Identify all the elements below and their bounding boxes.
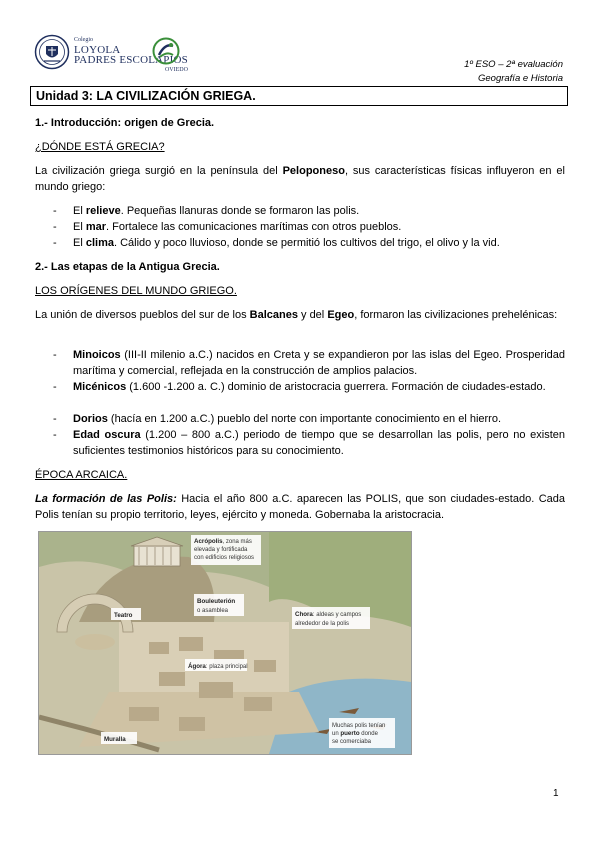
- text-run: Hacia el año 800 a.C. aparecen las POLIS, que son ciudades-estado. Cada Polis tenían su propio territorio, leyes, ejército y moneda. Gobernaba la aristocracia.: [35, 493, 565, 521]
- label-teatro: Teatro: [114, 612, 133, 619]
- text-bold: Balcanes: [249, 309, 298, 321]
- label-text: Muchas polis tenían: [332, 723, 386, 729]
- list-item: - Micénicos (1.600 -1.200 a. C.) dominio de aristocracia guerrera. Formación de ciudades-estado.: [53, 381, 546, 393]
- text-bold-italic: La formación de las Polis:: [35, 493, 177, 505]
- text-run: (hacía en 1.200 a.C.) pueblo del norte con importante conocimiento en el hierro.: [107, 413, 502, 425]
- text-run: . Fortalece las comunicaciones marítimas con otros pueblos.: [106, 221, 402, 233]
- school-city: OVIEDO: [164, 67, 188, 73]
- text-bold: Peloponeso: [282, 165, 345, 177]
- subject-label: Geografía e Historia: [477, 73, 563, 84]
- label-text: un: [332, 731, 341, 737]
- svg-text:Acrópolis, zona más: [194, 538, 252, 545]
- section2-paragraph: [35, 307, 565, 323]
- label-text: : aldeas y campos: [312, 612, 362, 618]
- label-muralla: Muralla: [104, 736, 126, 743]
- label-text: donde: [359, 731, 378, 737]
- polis-paragraph: [35, 491, 565, 523]
- text-run: La civilización griega surgió en la península del: [35, 165, 283, 177]
- page-number: 1: [553, 788, 559, 799]
- label-text: alrededor de la polis: [295, 621, 350, 627]
- label-agora: Ágora: [188, 663, 206, 670]
- label-puerto: puerto: [340, 730, 360, 737]
- label-bouleuterion: Bouleuterión: [197, 598, 236, 605]
- label-chora: Chora: [295, 611, 313, 618]
- text-bold: clima: [85, 237, 114, 249]
- text-run: (III-II milenio a.C.) nacidos en Creta y se expandieron por las islas del Egeo. Prosperidad marítima y comercial, reflejada en la construcción de amplios palacios.: [73, 349, 565, 377]
- text-bold: Micénicos: [73, 381, 127, 393]
- text-bold: Minoicos: [73, 349, 121, 361]
- section1-subheading: ¿DÓNDE ESTÁ GRECIA?: [35, 141, 165, 153]
- text-bold: mar: [85, 221, 107, 233]
- svg-text:Ágora: plaza principal: [188, 663, 248, 670]
- text-bold: Edad oscura: [73, 429, 141, 441]
- list-item: - El clima. Cálido y poco lluvioso, donde se permitió los cultivos del trigo, el olivo y la vid.: [53, 237, 500, 249]
- svg-text:Chora: aldeas y campos: [295, 611, 361, 618]
- school-name-line2: PADRES ESCOLAPIOS: [74, 54, 188, 66]
- polis-illustration-drawing: [39, 532, 411, 754]
- section2-heading: 2.- Las etapas de la Antigua Grecia.: [35, 261, 220, 273]
- section2-subheading: LOS ORÍGENES DEL MUNDO GRIEGO.: [35, 285, 237, 297]
- unit-title: Unidad 3: LA CIVILIZACIÓN GRIEGA.: [30, 86, 568, 106]
- text-run: El: [73, 221, 86, 233]
- header-course-info: [464, 58, 563, 86]
- text-run: , formaron las civilizaciones prehelénicas:: [354, 309, 558, 321]
- list-item: - Dorios (hacía en 1.200 a.C.) pueblo del norte con importante conocimiento en el hierro.: [53, 413, 502, 425]
- text-run: (1.200 – 800 a.C.) periodo de tiempo que se desarrollan las polis, pero no existen suficientes testimonios históricos para su conocimiento.: [73, 429, 565, 457]
- archaic-heading: ÉPOCA ARCAICA.: [35, 469, 128, 481]
- teatro-callout: [111, 608, 141, 620]
- label-text: con edificios religiosos: [194, 555, 255, 561]
- school-name-line1: LOYOLA: [74, 44, 121, 56]
- text-run: La unión de diversos pueblos del sur de los: [35, 309, 250, 321]
- text-run: . Cálido y poco lluvioso, donde se permitió los cultivos del trigo, el olivo y la vid.: [113, 237, 500, 249]
- text-run: El: [73, 205, 86, 217]
- section1-paragraph: [35, 163, 565, 195]
- list-item: - El relieve. Pequeñas llanuras donde se formaron las polis.: [53, 205, 360, 217]
- text-run: , sus características físicas influyeron en el mundo griego:: [35, 165, 565, 193]
- label-text: elevada y fortificada: [194, 547, 248, 553]
- label-text: o asamblea: [197, 608, 229, 614]
- section1-heading: 1.- Introducción: origen de Grecia.: [35, 117, 215, 129]
- school-small-label: Colegio: [74, 37, 93, 43]
- svg-text:un puerto donde: [332, 730, 379, 737]
- label-text: , zona más: [222, 539, 252, 545]
- agora-callout: [185, 659, 248, 671]
- escolapios-logo-icon: [152, 37, 180, 65]
- bouleuterion-callout: [194, 594, 244, 616]
- text-run: (1.600 -1.200 a. C.) dominio de aristocracia guerrera. Formación de ciudades-estado.: [126, 381, 546, 393]
- label-acropolis: Acrópolis: [194, 538, 223, 545]
- list-item: - El mar. Fortalece las comunicaciones marítimas con otros pueblos.: [53, 221, 402, 233]
- acropolis-callout: [191, 535, 261, 565]
- puerto-callout: [329, 718, 395, 748]
- muralla-callout: [101, 732, 137, 744]
- text-bold: Egeo: [327, 309, 355, 321]
- label-text: se comerciaba: [332, 739, 372, 745]
- list-item: - Minoicos (III-II milenio a.C.) nacidos en Creta y se expandieron por las islas del Egeo. Prosperidad marítima y comercial, reflejada en la construcción de amplios palacios.: [53, 349, 565, 377]
- chora-callout: [292, 607, 370, 629]
- text-run: y del: [297, 309, 328, 321]
- course-label: 1º ESO – 2ª evaluación: [464, 59, 563, 70]
- polis-illustration: [38, 531, 412, 755]
- school-crest-icon: [34, 34, 70, 70]
- text-run: El: [73, 237, 86, 249]
- text-bold: Dorios: [73, 413, 108, 425]
- text-run: . Pequeñas llanuras donde se formaron las polis.: [120, 205, 360, 217]
- list-item: - Edad oscura (1.200 – 800 a.C.) periodo de tiempo que se desarrollan las polis, pero no existen suficientes testimonios históricos para su conocimiento.: [53, 429, 565, 457]
- text-bold: relieve: [85, 205, 121, 217]
- label-text: : plaza principal: [205, 664, 248, 670]
